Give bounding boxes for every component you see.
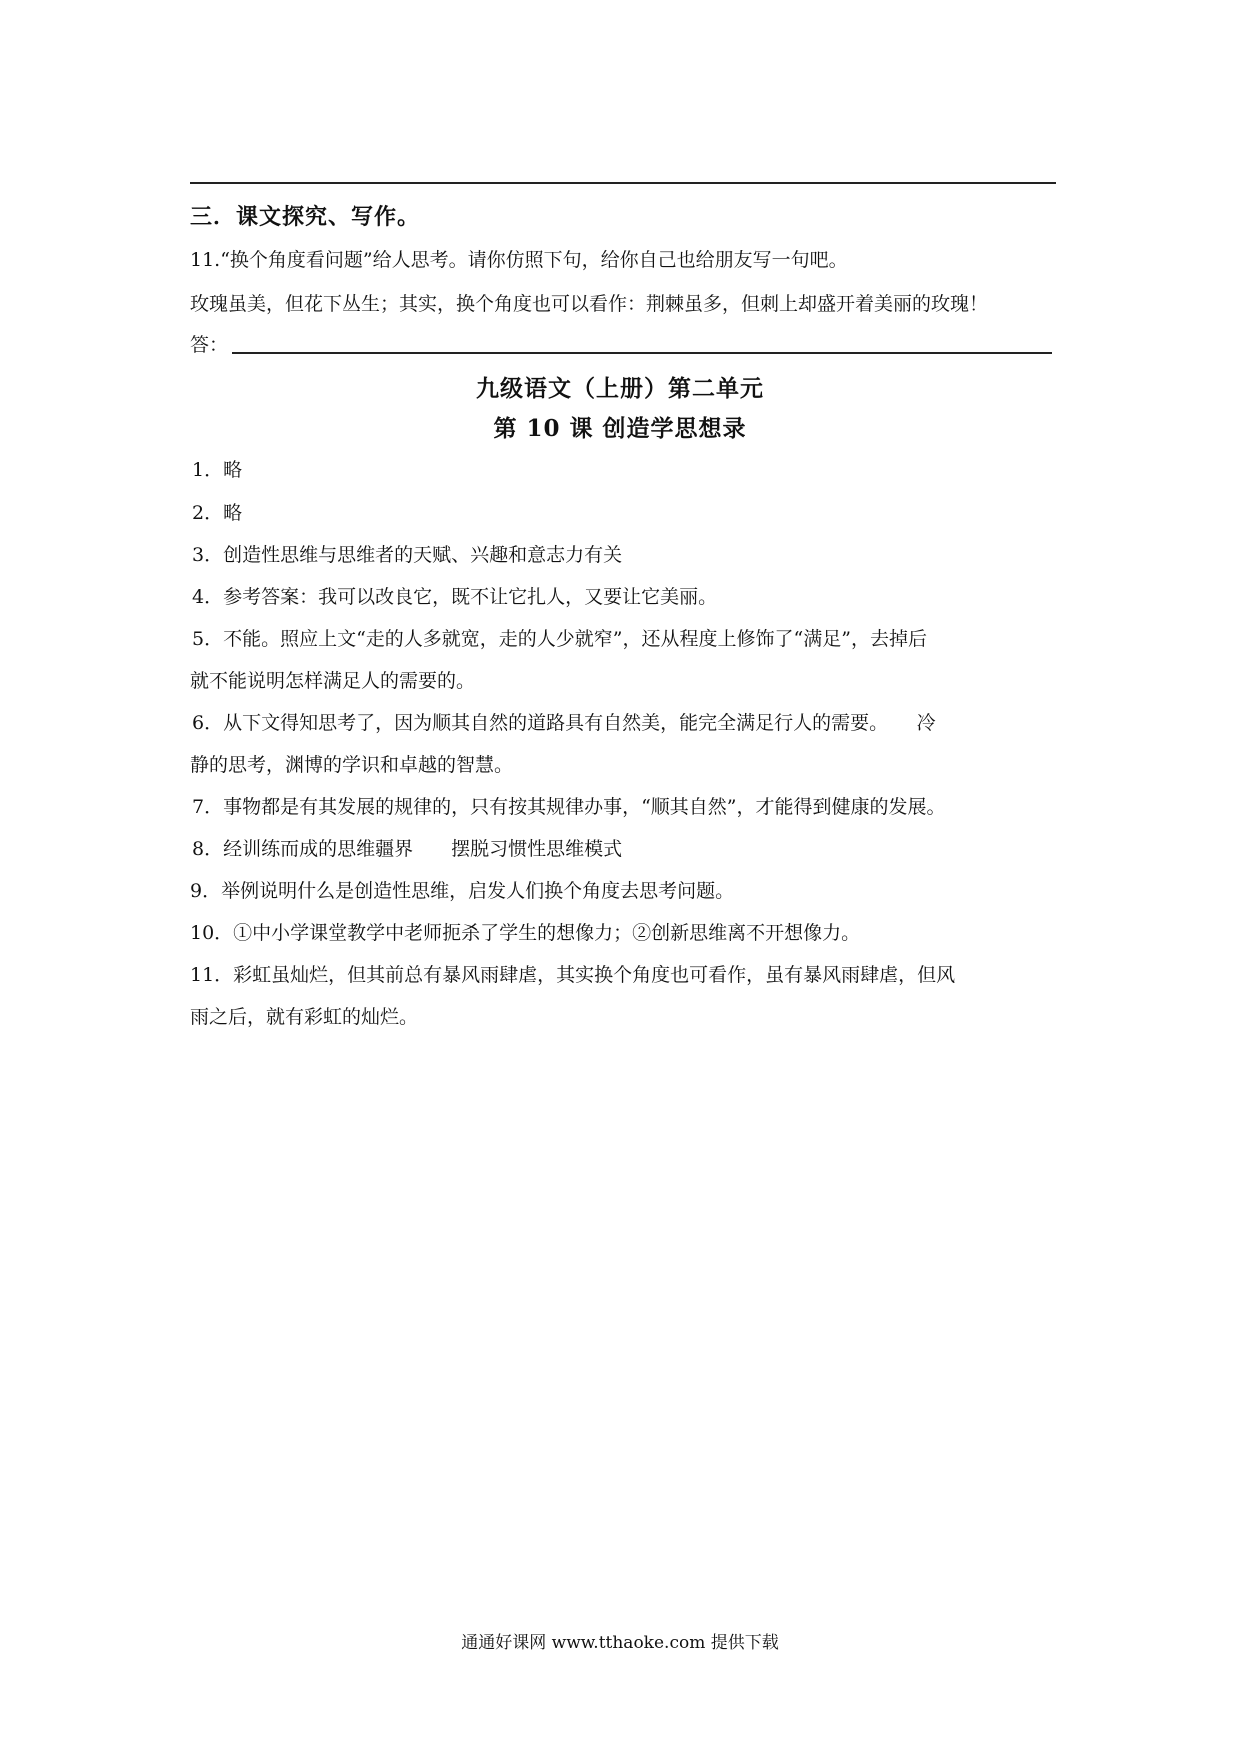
footer-credit: 通通好课网 www.tthaoke.com 提供下载 <box>461 1633 779 1653</box>
answer-item-continuation: 雨之后，就有彩虹的灿烂。 <box>190 1006 419 1028</box>
answer-item: 3．创造性思维与思维者的天赋、兴趣和意志力有关 <box>192 544 623 566</box>
answer-item: 10．①中小学课堂教学中老师扼杀了学生的想像力；②创新思维离不开想像力。 <box>190 922 861 944</box>
answer-item: 6．从下文得知思考了，因为顺其自然的道路具有自然美，能完全满足行人的需要。 冷 <box>192 712 936 734</box>
answer-item: 5．不能。照应上文“走的人多就宽，走的人少就窄”，还从程度上修饰了“满足”，去掉后 <box>192 628 927 650</box>
question-11-prompt: 11.“换个角度看问题”给人思考。请你仿照下句，给你自己也给朋友写一句吧。 <box>190 249 848 271</box>
answer-item-continuation: 就不能说明怎样满足人的需要的。 <box>190 670 476 692</box>
answer-item-continuation: 静的思考，渊博的学识和卓越的智慧。 <box>190 754 514 776</box>
answer-item: 4．参考答案：我可以改良它，既不让它扎人，又要让它美丽。 <box>192 586 718 608</box>
section-heading: 三．课文探究、写作。 <box>190 204 421 230</box>
answer-item: 7．事物都是有其发展的规律的，只有按其规律办事，“顺其自然”，才能得到健康的发展。 <box>192 796 946 818</box>
answer-label: 答： <box>190 334 229 356</box>
answer-item: 11．彩虹虽灿烂，但其前总有暴风雨肆虐，其实换个角度也可看作，虽有暴风雨肆虐，但风 <box>190 964 956 986</box>
answer-item: 1．略 <box>192 459 243 481</box>
question-11-example: 玫瑰虽美，但花下丛生；其实，换个角度也可以看作：荆棘虽多，但刺上却盛开着美丽的玫瑰！ <box>190 293 989 315</box>
answer-item: 9．举例说明什么是创造性思维，启发人们换个角度去思考问题。 <box>190 880 735 902</box>
top-divider <box>190 182 1056 184</box>
answer-item: 2．略 <box>192 502 243 524</box>
lesson-title: 第 10 课 创造学思想录 <box>493 415 747 442</box>
answer-item: 8．经训练而成的思维疆界 摆脱习惯性思维模式 <box>192 838 623 860</box>
answer-blank-line <box>232 352 1052 354</box>
unit-title: 九级语文（上册）第二单元 <box>476 375 764 402</box>
